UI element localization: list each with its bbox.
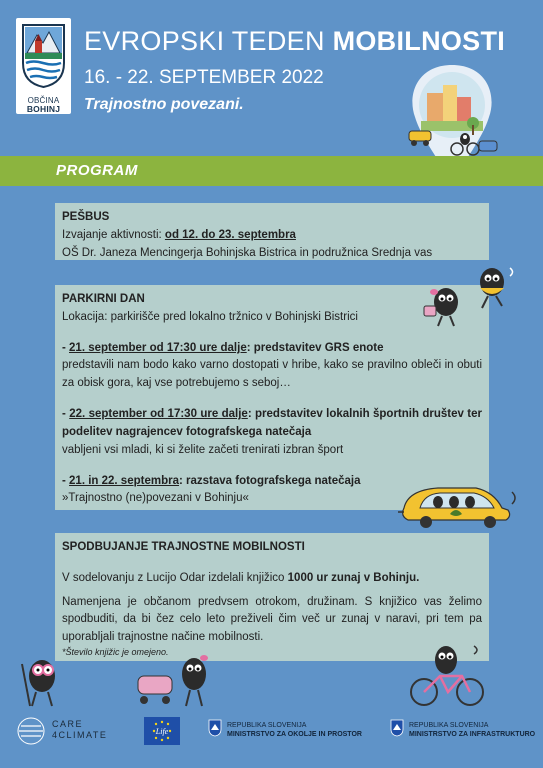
title-regular: EVROPSKI TEDEN [84, 26, 333, 56]
care4climate-icon [16, 716, 46, 746]
promo-heading: SPODBUJANJE TRAJNOSTNE MOBILNOSTI [62, 541, 305, 553]
pesbus-card [55, 203, 489, 260]
ministry-environment-logo: REPUBLIKA SLOVENIJA MINISTRSTVO ZA OKOLJE IN PROSTOR [227, 722, 362, 738]
event-1-title: - 21. september od 17:30 ure dalje: predstavitev GRS enote [62, 341, 384, 354]
event-3-text: »Trajnostno (ne)povezani v Bohinju« [62, 492, 249, 505]
obcina-bohinj-logo [16, 18, 71, 114]
parking-heading: PARKIRNI DAN [62, 293, 145, 305]
coat-of-arms-icon [21, 23, 66, 89]
promo-p2: Namenjena je občanom predvsem otrokom, družinam. S knjižico vas želimo spodbuditi, da bi čez celo leto preživeli čim več ur zunaj v naravi, pri tem pa uporabljali trajnostne načine mobilnosti. [62, 595, 482, 644]
pesbus-period-value: od 12. do 23. septembra [164, 228, 296, 241]
family-characters-illustration [8, 648, 213, 710]
eu-flag-icon [144, 717, 180, 745]
promo-p1: V sodelovanju z Lucijo Odar izdelali knjižico 1000 ur zunaj v Bohinju. [62, 571, 420, 584]
cyclist-illustration [408, 642, 488, 710]
slovenia-coat-of-arms-icon [208, 719, 222, 737]
care4climate-logo: CARE 4CLIMATE [52, 719, 108, 741]
event-2-text: vabljeni vsi mladi, ki si želite začeti trenirati izbran šport [62, 443, 344, 456]
tagline: Trajnostno povezani. [84, 96, 244, 113]
walking-characters-illustration [418, 262, 523, 334]
pesbus-location: OŠ Dr. Janeza Mencingerja Bohinjska Bistrica in podružnica Srednja vas [62, 246, 433, 259]
car-illustration [398, 482, 523, 532]
promo-note: *Število knjižic je omejeno. [62, 647, 169, 658]
event-2-title: - 22. september od 17:30 ure dalje: predstavitev lokalnih športnih društev ter podelitev nagrajencev fotografskega natečaja [62, 408, 482, 438]
pesbus-heading: PEŠBUS [62, 211, 110, 223]
ministry-infrastructure-logo: REPUBLIKA SLOVENIJA MINISTRSTVO ZA INFRASTRUKTURO [409, 722, 536, 738]
program-band [0, 156, 543, 186]
life-logo-text: Life [155, 727, 169, 736]
slovenia-coat-of-arms-icon [390, 719, 404, 737]
event-1-text: predstavili nam bodo kako varno dostopati v hribe, kako se pravilno obleči in obuti za obisk gora, kaj vse potrebujemo s seboj… [62, 359, 482, 390]
event-dates: 16. - 22. SEPTEMBER 2022 [84, 67, 324, 88]
event-3-title: - 21. in 22. septembra: razstava fotografskega natečaja [62, 474, 361, 487]
logo-line2: BOHINJ [26, 104, 61, 114]
title-bold: MOBILNOSTI [332, 26, 506, 56]
pesbus-period: Izvajanje aktivnosti: od 12. do 23. septembra [62, 228, 296, 241]
logo-line1: OBČINA [27, 96, 60, 105]
program-label: PROGRAM [56, 162, 138, 179]
parking-location: Lokacija: parkirišče pred lokalno tržnico v Bohinjski Bistrici [62, 310, 358, 323]
page-title [84, 26, 505, 57]
